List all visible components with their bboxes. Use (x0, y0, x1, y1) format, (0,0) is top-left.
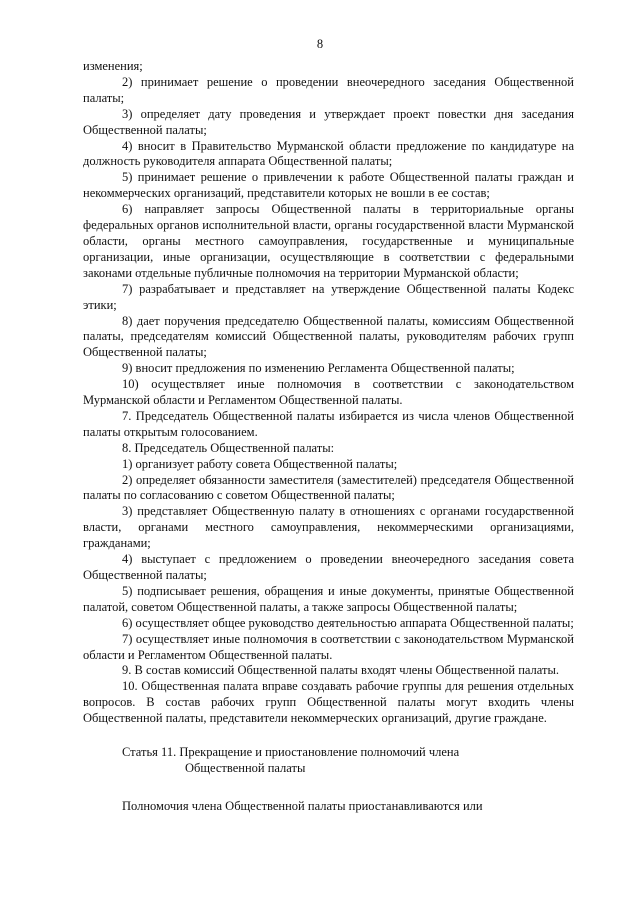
paragraph-chair-item-7: 7) осуществляет иные полномочия в соответствии с законодательством Мурманской области и Регламентом Общественной палаты. (83, 631, 574, 662)
paragraph-chair-item-5: 5) подписывает решения, обращения и иные документы, принятые Общественной палатой, советом Общественной палаты, а также запросы Общественной палаты; (83, 583, 574, 614)
article-heading (83, 744, 574, 776)
paragraph-clause-7: 7. Председатель Общественной палаты избирается из числа членов Общественной палаты открытым голосованием. (83, 408, 574, 439)
paragraph-item-9: 9) вносит предложения по изменению Регламента Общественной палаты; (122, 361, 515, 376)
article-heading-line-2: Общественной палаты (185, 761, 306, 776)
paragraph-chair-item-1: 1) организует работу совета Общественной палаты; (122, 456, 398, 471)
paragraph-item-2: 2) принимает решение о проведении внеочередного заседания Общественной палаты; (83, 74, 574, 105)
paragraph-item-4: 4) вносит в Правительство Мурманской области предложение по кандидатуре на должность руководителя аппарата Общественной палаты; (83, 138, 574, 169)
paragraph-chair-item-6: 6) осуществляет общее руководство деятельностью аппарата Общественной палаты; (122, 615, 574, 630)
article-heading-line-1: Статья 11. Прекращение и приостановление полномочий члена (122, 745, 460, 760)
document-body (83, 59, 574, 815)
paragraph-item-3: 3) определяет дату проведения и утверждает проект повестки дня заседания Общественной палаты; (83, 106, 574, 137)
paragraph-continuation: изменения; (83, 59, 143, 73)
paragraph-clause-10: 10. Общественная палата вправе создавать рабочие группы для решения отдельных вопросов. В состав рабочих групп Общественной палаты могут входить члены Общественной палаты, представители некоммерческих организаций, другие граждане. (83, 679, 574, 726)
paragraph-item-5: 5) принимает решение о привлечении к работе Общественной палаты граждан и некоммерческих организаций, представители которых не вошли в ее состав; (83, 170, 574, 201)
page-number: 8 (316, 37, 324, 51)
paragraph-clause-8: 8. Председатель Общественной палаты: (122, 440, 335, 455)
paragraph-chair-item-2: 2) определяет обязанности заместителя (заместителей) председателя Общественной палаты по согласованию с советом Общественной палаты; (83, 472, 574, 503)
paragraph-item-6: 6) направляет запросы Общественной палаты в территориальные органы федеральных органов исполнительной власти, органы государственной власти Мурманской области, органы местного самоуправления, государственные и муниципальные организации, иные организации, осуществляющие в соответствии с федеральными законами отдельные публичные полномочия на территории Мурманской области; (83, 202, 574, 280)
paragraph-clause-9: 9. В состав комиссий Общественной палаты входят члены Общественной палаты. (122, 663, 560, 678)
paragraph-item-7: 7) разрабатывает и представляет на утверждение Общественной палаты Кодекс этики; (83, 281, 574, 312)
paragraph-item-10: 10) осуществляет иные полномочия в соответствии с законодательством Мурманской области и Регламентом Общественной палаты. (83, 377, 574, 408)
paragraph-article-11-start: Полномочия члена Общественной палаты приостанавливаются или (122, 799, 483, 814)
paragraph-item-8: 8) дает поручения председателю Общественной палаты, комиссиям Общественной палаты, председателям комиссий Общественной палаты, руководителям рабочих групп Общественной палаты; (83, 313, 574, 360)
paragraph-chair-item-3: 3) представляет Общественную палату в отношениях с органами государственной власти, органами местного самоуправления, некоммерческими организациями, гражданами; (83, 504, 574, 551)
paragraph-chair-item-4: 4) выступает с предложением о проведении внеочередного заседания совета Общественной палаты; (83, 552, 574, 582)
